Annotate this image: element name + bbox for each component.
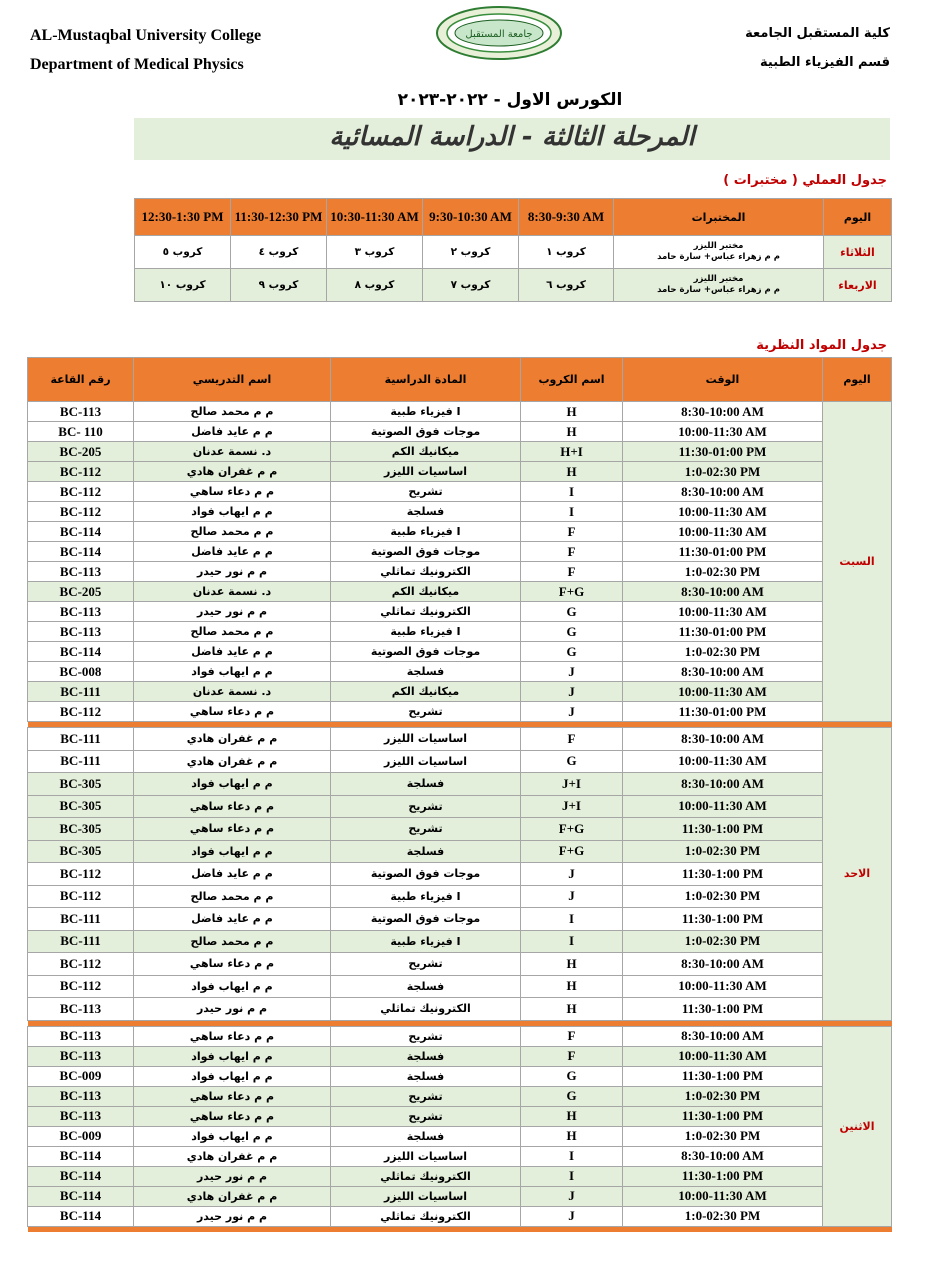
theory-row	[28, 1166, 892, 1186]
lab-day-cell: الاربعاء	[824, 269, 892, 302]
teacher-cell: م م غفران هادي	[134, 750, 331, 773]
teacher-cell: د. نسمة عدنان	[134, 682, 331, 702]
time-cell: 8:30-10:00 AM	[623, 402, 823, 422]
subject-cell: تشريح	[331, 482, 521, 502]
group-cell: J	[521, 702, 623, 722]
theory-table	[27, 357, 892, 1232]
lab-header-time-5: 12:30-1:30 PM	[135, 199, 231, 236]
teacher-cell: م م دعاء ساهي	[134, 953, 331, 976]
time-cell: 10:00-11:30 AM	[623, 1046, 823, 1066]
theory-row	[28, 522, 892, 542]
subject-cell: فسلجة	[331, 773, 521, 796]
time-cell: 10:00-11:30 AM	[623, 602, 823, 622]
time-cell: 11:30-01:00 PM	[623, 622, 823, 642]
theory-row	[28, 1026, 892, 1046]
teacher-cell: م م دعاء ساهي	[134, 482, 331, 502]
time-cell: 8:30-10:00 AM	[623, 773, 823, 796]
department-name-en: Department of Medical Physics	[30, 56, 244, 73]
room-cell: BC-113	[28, 602, 134, 622]
room-cell: BC-113	[28, 998, 134, 1021]
theory-row	[28, 1146, 892, 1166]
group-cell: F+G	[521, 818, 623, 841]
lab-header-time-1: 8:30-9:30 AM	[519, 199, 614, 236]
theory-section-title: جدول المواد النظرية	[756, 338, 887, 353]
time-cell: 8:30-10:00 AM	[623, 662, 823, 682]
teacher-cell: م م دعاء ساهي	[134, 795, 331, 818]
theory-row	[28, 582, 892, 602]
room-cell: BC-112	[28, 502, 134, 522]
group-cell: F	[521, 542, 623, 562]
group-cell: J	[521, 885, 623, 908]
subject-cell: اساسيات الليزر	[331, 462, 521, 482]
college-name-en: AL-Mustaqbal University College	[30, 27, 262, 44]
theory-row	[28, 840, 892, 863]
theory-row	[28, 702, 892, 722]
lab-room-cell	[614, 269, 824, 302]
group-cell: G	[521, 602, 623, 622]
room-cell: BC-111	[28, 908, 134, 931]
time-cell: 8:30-10:00 AM	[623, 1026, 823, 1046]
day-cell: السبت	[823, 402, 892, 722]
group-cell: G	[521, 642, 623, 662]
teacher-cell: م م ايهاب فواد	[134, 1126, 331, 1146]
group-cell: I	[521, 908, 623, 931]
subject-cell: ميكانيك الكم	[331, 442, 521, 462]
group-cell: G	[521, 622, 623, 642]
university-logo	[435, 6, 563, 60]
group-cell: G	[521, 750, 623, 773]
theory-row	[28, 1206, 892, 1226]
room-cell: BC-113	[28, 402, 134, 422]
stage-banner-text: المرحلة الثالثة - الدراسة المسائية	[329, 122, 695, 152]
lab-day-cell: الثلاثاء	[824, 236, 892, 269]
theory-header-subject: المادة الدراسية	[331, 358, 521, 402]
subject-cell: فسلجة	[331, 975, 521, 998]
teacher-cell: م م محمد صالح	[134, 885, 331, 908]
teacher-cell: م م محمد صالح	[134, 402, 331, 422]
room-cell: BC-305	[28, 795, 134, 818]
room-cell: BC-114	[28, 542, 134, 562]
teacher-cell: م م ايهاب فواد	[134, 1066, 331, 1086]
lab-header-time-3: 10:30-11:30 AM	[327, 199, 423, 236]
theory-row	[28, 930, 892, 953]
time-cell: 10:00-11:30 AM	[623, 795, 823, 818]
teacher-cell: م م دعاء ساهي	[134, 1106, 331, 1126]
time-cell: 11:30-1:00 PM	[623, 908, 823, 931]
department-name-ar: قسم الفيزياء الطبية	[760, 55, 890, 70]
room-cell: BC-112	[28, 885, 134, 908]
lab-cell: كروب ٣	[327, 236, 423, 269]
teacher-cell: م م نور حيدر	[134, 1206, 331, 1226]
subject-cell: اساسيات الليزر	[331, 1186, 521, 1206]
lab-header-time-4: 11:30-12:30 PM	[231, 199, 327, 236]
room-cell: BC-113	[28, 1086, 134, 1106]
teacher-cell: م م نور حيدر	[134, 602, 331, 622]
time-cell: 11:30-1:00 PM	[623, 1106, 823, 1126]
subject-cell: تشريح	[331, 1106, 521, 1126]
theory-row	[28, 728, 892, 751]
teacher-cell: م م محمد صالح	[134, 622, 331, 642]
time-cell: 11:30-01:00 PM	[623, 542, 823, 562]
subject-cell: فسلجة	[331, 1046, 521, 1066]
time-cell: 1:0-02:30 PM	[623, 642, 823, 662]
lab-room-staff: م م زهراء عباس+ سارة حامد	[657, 285, 780, 295]
time-cell: 1:0-02:30 PM	[623, 1126, 823, 1146]
subject-cell: موجات فوق الصوتية	[331, 422, 521, 442]
group-cell: H	[521, 1126, 623, 1146]
room-cell: BC-111	[28, 750, 134, 773]
theory-row	[28, 562, 892, 582]
time-cell: 11:30-1:00 PM	[623, 1066, 823, 1086]
group-cell: H	[521, 975, 623, 998]
time-cell: 10:00-11:30 AM	[623, 750, 823, 773]
room-cell: BC-111	[28, 728, 134, 751]
teacher-cell: م م دعاء ساهي	[134, 702, 331, 722]
time-cell: 10:00-11:30 AM	[623, 502, 823, 522]
subject-cell: فيزياء طبية I	[331, 885, 521, 908]
room-cell: BC-009	[28, 1066, 134, 1086]
lab-cell: كروب ٧	[423, 269, 519, 302]
subject-cell: فسلجة	[331, 840, 521, 863]
day-cell: الاثنين	[823, 1026, 892, 1226]
group-cell: F+G	[521, 840, 623, 863]
room-cell: BC-114	[28, 1206, 134, 1226]
theory-row	[28, 1086, 892, 1106]
theory-row	[28, 953, 892, 976]
teacher-cell: م م عايد فاضل	[134, 642, 331, 662]
group-cell: H	[521, 422, 623, 442]
subject-cell: تشريح	[331, 795, 521, 818]
subject-cell: فسلجة	[331, 502, 521, 522]
subject-cell: اساسيات الليزر	[331, 1146, 521, 1166]
time-cell: 11:30-01:00 PM	[623, 442, 823, 462]
lab-section-title: جدول العملي ( مختبرات )	[723, 173, 887, 188]
theory-row	[28, 750, 892, 773]
teacher-cell: د. نسمة عدنان	[134, 582, 331, 602]
lab-cell: كروب ٩	[231, 269, 327, 302]
theory-row	[28, 642, 892, 662]
teacher-cell: م م نور حيدر	[134, 1166, 331, 1186]
group-cell: I	[521, 930, 623, 953]
teacher-cell: م م محمد صالح	[134, 930, 331, 953]
room-cell: BC-113	[28, 1106, 134, 1126]
subject-cell: ميكانيك الكم	[331, 682, 521, 702]
room-cell: BC-112	[28, 462, 134, 482]
teacher-cell: م م غفران هادي	[134, 1186, 331, 1206]
room-cell: BC-112	[28, 863, 134, 886]
theory-header-time: الوقت	[623, 358, 823, 402]
time-cell: 10:00-11:30 AM	[623, 1186, 823, 1206]
group-cell: F	[521, 1046, 623, 1066]
theory-header-group: اسم الكروب	[521, 358, 623, 402]
teacher-cell: م م دعاء ساهي	[134, 818, 331, 841]
group-cell: F	[521, 522, 623, 542]
teacher-cell: م م عايد فاضل	[134, 542, 331, 562]
teacher-cell: م م نور حيدر	[134, 998, 331, 1021]
day-separator	[28, 1226, 892, 1232]
subject-cell: تشريح	[331, 953, 521, 976]
teacher-cell: م م غفران هادي	[134, 1146, 331, 1166]
room-cell: BC-112	[28, 482, 134, 502]
subject-cell: الكترونيك تماثلي	[331, 602, 521, 622]
group-cell: H	[521, 1106, 623, 1126]
time-cell: 8:30-10:00 AM	[623, 728, 823, 751]
room-cell: BC-114	[28, 1166, 134, 1186]
theory-row	[28, 795, 892, 818]
theory-row	[28, 542, 892, 562]
room-cell: BC-112	[28, 702, 134, 722]
theory-row	[28, 1046, 892, 1066]
group-cell: H	[521, 998, 623, 1021]
time-cell: 1:0-02:30 PM	[623, 930, 823, 953]
room-cell: BC-305	[28, 773, 134, 796]
lab-cell: كروب ٨	[327, 269, 423, 302]
subject-cell: الكترونيك تماثلي	[331, 998, 521, 1021]
subject-cell: موجات فوق الصوتية	[331, 642, 521, 662]
teacher-cell: م م ايهاب فواد	[134, 773, 331, 796]
group-cell: J+I	[521, 795, 623, 818]
teacher-cell: م م نور حيدر	[134, 562, 331, 582]
lab-cell: كروب ٦	[519, 269, 614, 302]
teacher-cell: م م محمد صالح	[134, 522, 331, 542]
theory-row	[28, 422, 892, 442]
room-cell: BC-114	[28, 522, 134, 542]
theory-row	[28, 462, 892, 482]
teacher-cell: م م عايد فاضل	[134, 908, 331, 931]
group-cell: F	[521, 562, 623, 582]
teacher-cell: م م ايهاب فواد	[134, 662, 331, 682]
lab-cell: كروب ٢	[423, 236, 519, 269]
subject-cell: تشريح	[331, 1026, 521, 1046]
group-cell: H	[521, 953, 623, 976]
day-separator-bar	[28, 1226, 892, 1232]
subject-cell: اساسيات الليزر	[331, 750, 521, 773]
subject-cell: الكترونيك تماثلي	[331, 1166, 521, 1186]
group-cell: I	[521, 482, 623, 502]
room-cell: BC- 110	[28, 422, 134, 442]
subject-cell: موجات فوق الصوتية	[331, 542, 521, 562]
day-cell: الاحد	[823, 728, 892, 1021]
theory-row	[28, 885, 892, 908]
room-cell: BC-113	[28, 1026, 134, 1046]
course-line: الكورس الاول - ٢٠٢٢-٢٠٢٣	[397, 90, 623, 110]
group-cell: F	[521, 1026, 623, 1046]
subject-cell: فيزياء طبية I	[331, 522, 521, 542]
subject-cell: الكترونيك تماثلي	[331, 1206, 521, 1226]
teacher-cell: م م ايهاب فواد	[134, 502, 331, 522]
teacher-cell: م م غفران هادي	[134, 462, 331, 482]
lab-cell: كروب ١	[519, 236, 614, 269]
room-cell: BC-008	[28, 662, 134, 682]
room-cell: BC-009	[28, 1126, 134, 1146]
room-cell: BC-112	[28, 953, 134, 976]
room-cell: BC-113	[28, 622, 134, 642]
theory-row	[28, 622, 892, 642]
teacher-cell: م م ايهاب فواد	[134, 1046, 331, 1066]
lab-header-day: اليوم	[824, 199, 892, 236]
group-cell: I	[521, 502, 623, 522]
teacher-cell: م م ايهاب فواد	[134, 975, 331, 998]
time-cell: 1:0-02:30 PM	[623, 1206, 823, 1226]
time-cell: 11:30-1:00 PM	[623, 1166, 823, 1186]
group-cell: J	[521, 1206, 623, 1226]
teacher-cell: م م غفران هادي	[134, 728, 331, 751]
room-cell: BC-205	[28, 442, 134, 462]
theory-row	[28, 998, 892, 1021]
group-cell: J	[521, 662, 623, 682]
group-cell: H	[521, 402, 623, 422]
lab-room-name: مختبر الليزر	[693, 241, 744, 251]
room-cell: BC-305	[28, 840, 134, 863]
group-cell: J	[521, 682, 623, 702]
time-cell: 8:30-10:00 AM	[623, 582, 823, 602]
subject-cell: موجات فوق الصوتية	[331, 863, 521, 886]
time-cell: 10:00-11:30 AM	[623, 975, 823, 998]
logo-text: جامعة المستقبل	[465, 29, 533, 40]
time-cell: 1:0-02:30 PM	[623, 562, 823, 582]
group-cell: I	[521, 1146, 623, 1166]
room-cell: BC-113	[28, 562, 134, 582]
time-cell: 8:30-10:00 AM	[623, 953, 823, 976]
lab-cell: كروب ٤	[231, 236, 327, 269]
time-cell: 8:30-10:00 AM	[623, 482, 823, 502]
teacher-cell: م م ايهاب فواد	[134, 840, 331, 863]
group-cell: F	[521, 728, 623, 751]
subject-cell: تشريح	[331, 1086, 521, 1106]
theory-row	[28, 502, 892, 522]
theory-row	[28, 908, 892, 931]
subject-cell: فسلجة	[331, 1066, 521, 1086]
room-cell: BC-205	[28, 582, 134, 602]
subject-cell: الكترونيك تماثلي	[331, 562, 521, 582]
lab-room-staff: م م زهراء عباس+ سارة حامد	[657, 252, 780, 262]
room-cell: BC-305	[28, 818, 134, 841]
teacher-cell: م م عايد فاضل	[134, 863, 331, 886]
subject-cell: اساسيات الليزر	[331, 728, 521, 751]
subject-cell: ميكانيك الكم	[331, 582, 521, 602]
room-cell: BC-114	[28, 1186, 134, 1206]
theory-row	[28, 482, 892, 502]
lab-header-time-2: 9:30-10:30 AM	[423, 199, 519, 236]
theory-row	[28, 863, 892, 886]
time-cell: 11:30-1:00 PM	[623, 818, 823, 841]
theory-row	[28, 402, 892, 422]
theory-header-room: رقم القاعة	[28, 358, 134, 402]
theory-row	[28, 602, 892, 622]
theory-header-teacher: اسم التدريسي	[134, 358, 331, 402]
theory-row	[28, 682, 892, 702]
group-cell: G	[521, 1086, 623, 1106]
subject-cell: فيزياء طبية I	[331, 402, 521, 422]
time-cell: 11:30-1:00 PM	[623, 863, 823, 886]
time-cell: 1:0-02:30 PM	[623, 462, 823, 482]
subject-cell: فيزياء طبية I	[331, 622, 521, 642]
lab-cell: كروب ١٠	[135, 269, 231, 302]
time-cell: 11:30-01:00 PM	[623, 702, 823, 722]
teacher-cell: م م دعاء ساهي	[134, 1086, 331, 1106]
theory-row	[28, 975, 892, 998]
group-cell: H	[521, 462, 623, 482]
subject-cell: فسلجة	[331, 1126, 521, 1146]
theory-row	[28, 662, 892, 682]
time-cell: 1:0-02:30 PM	[623, 840, 823, 863]
lab-room-cell	[614, 236, 824, 269]
room-cell: BC-111	[28, 930, 134, 953]
group-cell: J+I	[521, 773, 623, 796]
room-cell: BC-114	[28, 642, 134, 662]
room-cell: BC-111	[28, 682, 134, 702]
group-cell: J	[521, 1186, 623, 1206]
theory-row	[28, 818, 892, 841]
subject-cell: تشريح	[331, 818, 521, 841]
time-cell: 1:0-02:30 PM	[623, 1086, 823, 1106]
lab-table	[134, 198, 892, 302]
time-cell: 10:00-11:30 AM	[623, 422, 823, 442]
theory-row	[28, 1066, 892, 1086]
stage-banner	[134, 118, 890, 160]
teacher-cell: م م عايد فاضل	[134, 422, 331, 442]
group-cell: G	[521, 1066, 623, 1086]
room-cell: BC-112	[28, 975, 134, 998]
teacher-cell: م م دعاء ساهي	[134, 1026, 331, 1046]
theory-row	[28, 442, 892, 462]
teacher-cell: د. نسمة عدنان	[134, 442, 331, 462]
subject-cell: تشريح	[331, 702, 521, 722]
group-cell: F+G	[521, 582, 623, 602]
theory-row	[28, 1186, 892, 1206]
lab-room-name: مختبر الليزر	[693, 274, 744, 284]
group-cell: J	[521, 863, 623, 886]
time-cell: 10:00-11:30 AM	[623, 682, 823, 702]
time-cell: 10:00-11:30 AM	[623, 522, 823, 542]
subject-cell: فسلجة	[331, 662, 521, 682]
theory-row	[28, 1106, 892, 1126]
theory-header-day: اليوم	[823, 358, 892, 402]
time-cell: 8:30-10:00 AM	[623, 1146, 823, 1166]
group-cell: I	[521, 1166, 623, 1186]
group-cell: H+I	[521, 442, 623, 462]
lab-cell: كروب ٥	[135, 236, 231, 269]
room-cell: BC-113	[28, 1046, 134, 1066]
lab-header-labs: المختبرات	[614, 199, 824, 236]
theory-row	[28, 773, 892, 796]
time-cell: 1:0-02:30 PM	[623, 885, 823, 908]
room-cell: BC-114	[28, 1146, 134, 1166]
subject-cell: فيزياء طبية I	[331, 930, 521, 953]
college-name-ar: كلية المستقبل الجامعة	[745, 26, 890, 41]
time-cell: 11:30-1:00 PM	[623, 998, 823, 1021]
subject-cell: موجات فوق الصوتية	[331, 908, 521, 931]
theory-row	[28, 1126, 892, 1146]
